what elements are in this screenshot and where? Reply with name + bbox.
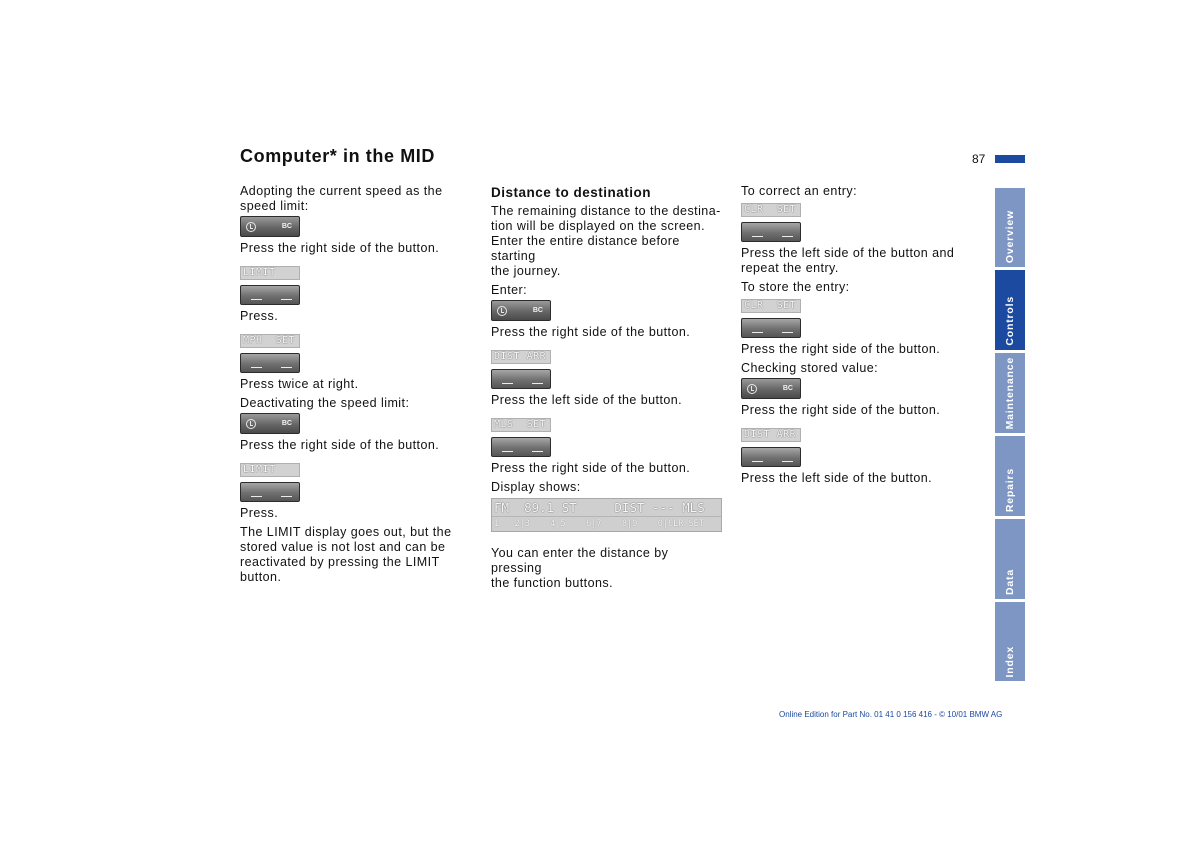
column-speed-limit: [240, 184, 472, 585]
paragraph: Enter:: [491, 283, 528, 297]
tab-label: Index: [1004, 645, 1016, 677]
tab-data[interactable]: [995, 519, 1025, 599]
mid-full-display-buttons: 1 2|3 4|5 6|7 8|9 0|CLR SET: [492, 516, 721, 531]
rocker-button: [491, 437, 551, 457]
paragraph: Press the right side of the button.: [491, 325, 691, 339]
rocker-button: [240, 285, 300, 305]
mid-display: LIMIT: [240, 463, 300, 477]
rocker-button: [491, 369, 551, 389]
display-with-rocker: [240, 266, 300, 305]
display-with-rocker: [240, 463, 300, 502]
rocker-button: [741, 318, 801, 338]
mid-display: CLR SET: [741, 203, 801, 217]
page-title: Computer* in the MID: [240, 146, 435, 166]
tab-index[interactable]: [995, 602, 1025, 681]
tab-label: Data: [1004, 569, 1016, 595]
mid-display: LIMIT: [240, 266, 300, 280]
paragraph: Press the left side of the button.: [741, 471, 933, 485]
mid-full-display-top: FM 89.1 ST DIST --- MLS: [494, 500, 705, 515]
paragraph: Press the left side of the button.: [491, 393, 683, 407]
paragraph: Checking stored value:: [741, 361, 879, 375]
tab-label: Repairs: [1004, 467, 1016, 512]
bc-button: [491, 300, 551, 321]
display-with-rocker: [741, 203, 801, 242]
clock-icon: [497, 306, 507, 316]
display-with-rocker: [491, 350, 551, 389]
paragraph: Press twice at right.: [240, 377, 359, 391]
clock-icon: [246, 419, 256, 429]
bc-button: [240, 216, 300, 237]
page-number: 87: [972, 152, 986, 166]
bc-button-label: BC: [281, 223, 292, 230]
tab-repairs[interactable]: [995, 436, 1025, 516]
display-with-rocker: [491, 418, 551, 457]
display-with-rocker: [741, 299, 801, 338]
paragraph: To correct an entry:: [741, 184, 857, 198]
bc-button: [741, 378, 801, 399]
display-with-rocker: [240, 334, 300, 373]
column-correct-store: [741, 184, 973, 486]
mid-display: MPH SET: [240, 334, 300, 348]
tab-label: Controls: [1004, 296, 1016, 346]
paragraph: Press the right side of the button.: [741, 342, 941, 356]
bc-button-label: BC: [281, 420, 292, 427]
paragraph: Press the right side of the button.: [491, 461, 691, 475]
paragraph: Deactivating the speed limit:: [240, 396, 410, 410]
bc-button: [240, 413, 300, 434]
mid-display: DIST ARR: [491, 350, 551, 364]
display-with-rocker: [741, 428, 801, 467]
tab-overview[interactable]: [995, 188, 1025, 267]
footer-edition-note: Online Edition for Part No. 01 41 0 156 416 - © 10/01 BMW AG: [779, 710, 1003, 719]
paragraph: Press the left side of the button and repeat the entry.: [741, 246, 955, 275]
paragraph: Adopting the current speed as the speed limit:: [240, 184, 443, 213]
rocker-button: [240, 482, 300, 502]
tab-label: Overview: [1004, 209, 1016, 263]
paragraph: You can enter the distance by pressing the function buttons.: [491, 546, 669, 590]
paragraph: Press the right side of the button.: [741, 403, 941, 417]
column-distance: [491, 184, 723, 591]
bc-button-label: BC: [782, 385, 793, 392]
page-marker-bar: [995, 155, 1025, 163]
rocker-button: [741, 447, 801, 467]
paragraph: To store the entry:: [741, 280, 850, 294]
clock-icon: [246, 222, 256, 232]
paragraph: Press the right side of the button.: [240, 438, 440, 452]
rocker-button: [741, 222, 801, 242]
mid-display: CLR SET: [741, 299, 801, 313]
tab-label: Maintenance: [1004, 356, 1016, 429]
paragraph: Display shows:: [491, 480, 581, 494]
bc-button-label: BC: [532, 307, 543, 314]
paragraph: Press.: [240, 309, 279, 323]
rocker-button: [240, 353, 300, 373]
paragraph: Press.: [240, 506, 279, 520]
mid-display: DIST ARR: [741, 428, 801, 442]
mid-full-display: [491, 498, 722, 532]
section-heading: Distance to destination: [491, 185, 652, 200]
paragraph: The LIMIT display goes out, but the stored value is not lost and can be reactivated by pressing the LIMIT button.: [240, 525, 452, 584]
paragraph: Press the right side of the button.: [240, 241, 440, 255]
mid-display: MLS SET: [491, 418, 551, 432]
tab-controls[interactable]: [995, 270, 1025, 350]
paragraph: The remaining distance to the destina- tion will be displayed on the screen. Enter the entire distance before starting the journey.: [491, 204, 721, 278]
tab-maintenance[interactable]: [995, 353, 1025, 433]
clock-icon: [747, 384, 757, 394]
